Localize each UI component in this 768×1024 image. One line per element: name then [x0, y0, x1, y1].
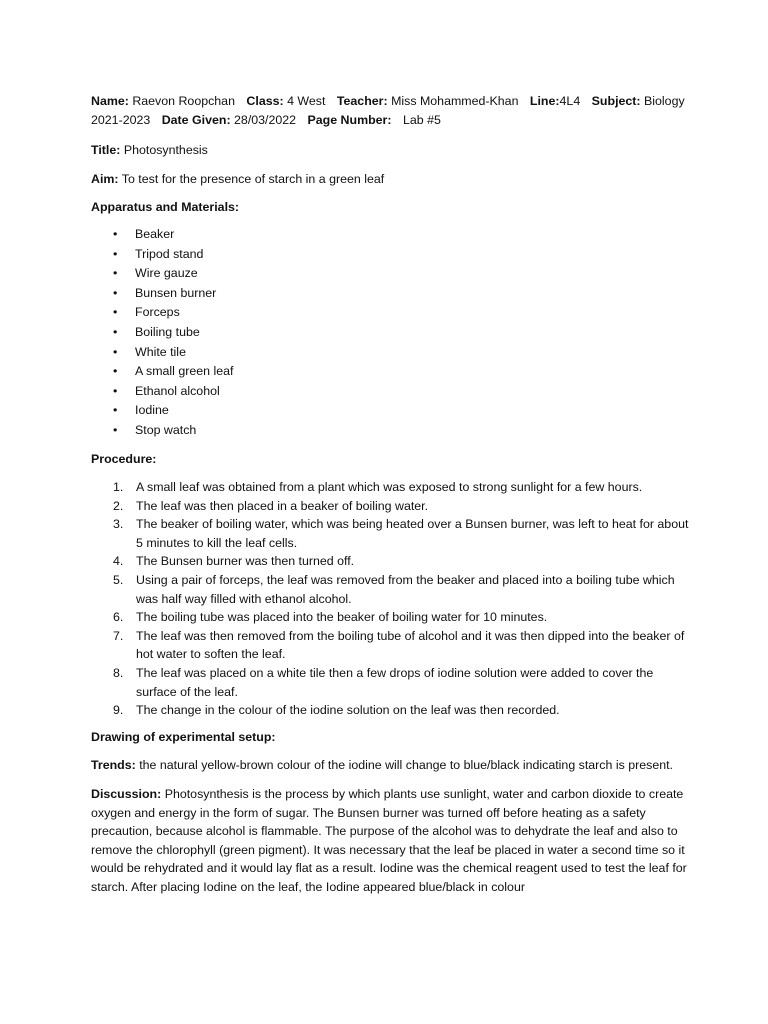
- date-value: 28/03/2022: [234, 112, 297, 127]
- trends-text: the natural yellow-brown colour of the iodine will change to blue/black indicating starch is present.: [139, 758, 674, 773]
- list-item: • Forceps: [91, 303, 691, 323]
- procedure-step: 1. A small leaf was obtained from a plant which was exposed to strong sunlight for a few hours.: [113, 480, 643, 495]
- trends-paragraph: [91, 756, 691, 775]
- list-item: • Stop watch: [91, 421, 691, 441]
- bullet-icon: •: [113, 364, 118, 379]
- title-label: Title:: [91, 143, 121, 158]
- procedure-step: 9. The change in the colour of the iodine solution on the leaf was then recorded.: [113, 703, 560, 718]
- teacher-label: Teacher:: [336, 94, 388, 108]
- bullet-icon: •: [113, 226, 118, 241]
- bullet-icon: •: [113, 305, 118, 320]
- list-item: • Wire gauze: [91, 264, 691, 284]
- list-item: • White tile: [91, 343, 691, 363]
- apparatus-list: [91, 225, 691, 441]
- procedure-step: 3. The beaker of boiling water, which was being heated over a Bunsen burner, was left to heat for about 5 minutes to kill the leaf cells.: [113, 517, 689, 550]
- class-value: 4 West: [287, 94, 326, 108]
- bullet-icon: •: [113, 266, 118, 281]
- subject-value: Biology: [644, 94, 685, 108]
- name-value: Raevon Roopchan: [132, 94, 235, 108]
- procedure-step: 7. The leaf was then removed from the boiling tube of alcohol and it was then dipped into the beaker of hot water to soften the leaf.: [113, 628, 685, 662]
- discussion-label: Discussion:: [91, 787, 162, 801]
- procedure-step: 5. Using a pair of forceps, the leaf was removed from the beaker and placed into a boiling tube which was half way filled with ethanol alcohol.: [113, 573, 675, 606]
- name-label: Name:: [91, 94, 129, 108]
- bullet-icon: •: [113, 383, 118, 398]
- procedure-list: [91, 478, 691, 720]
- page-number-value: Lab #5: [402, 112, 441, 127]
- list-item: • Bunsen burner: [91, 284, 691, 304]
- drawing-heading: Drawing of experimental setup:: [91, 729, 276, 744]
- list-item: • Boiling tube: [91, 323, 691, 343]
- apparatus-heading: Apparatus and Materials:: [91, 200, 240, 215]
- bullet-icon: •: [113, 285, 118, 300]
- list-item: • Ethanol alcohol: [91, 382, 691, 402]
- list-item: • Iodine: [91, 401, 691, 421]
- procedure-step: 6. The boiling tube was placed into the beaker of boiling water for 10 minutes.: [113, 610, 548, 625]
- lab-report: [91, 92, 691, 907]
- trends-label: Trends:: [91, 758, 136, 773]
- title-line: [91, 141, 691, 160]
- line-value: 4L4: [559, 94, 581, 108]
- subject-label: Subject:: [591, 94, 641, 108]
- aim-value: To test for the presence of starch in a green leaf: [121, 171, 385, 186]
- discussion-text: Photosynthesis is the process by which plants use sunlight, water and carbon dioxide to create oxygen and energy in the form of sugar. The Bunsen burner was turned off before heating as a safety precaution, because alcohol is flammable. The purpose of the alcohol was to dehydrate the leaf and also to remove the chlorophyll (green pigment). It was necessary that the leaf be placed in water a second time so it would be rehydrated and it would lay flat as a result. Iodine was the chemical reagent used to test the leaf for starch. After placing Iodine on the leaf, the Iodine appeared blue/black in colour: [91, 787, 687, 894]
- date-label: Date Given:: [161, 112, 231, 127]
- page-number-label: Page Number:: [307, 112, 392, 127]
- title-value: Photosynthesis: [123, 143, 208, 158]
- bullet-icon: •: [113, 344, 118, 359]
- aim-line: [91, 170, 691, 189]
- list-item: • A small green leaf: [91, 362, 691, 382]
- class-label: Class:: [246, 94, 284, 108]
- discussion-paragraph: [91, 785, 691, 897]
- list-item: • Tripod stand: [91, 245, 691, 265]
- procedure-step: 2. The leaf was then placed in a beaker of boiling water.: [113, 498, 429, 513]
- aim-label: Aim:: [91, 171, 119, 186]
- procedure-step: 4. The Bunsen burner was then turned off.: [113, 554, 355, 569]
- list-item: • Beaker: [91, 225, 691, 245]
- bullet-icon: •: [113, 403, 118, 418]
- line-label: Line:: [529, 94, 560, 108]
- school-year: 2021-2023: [91, 112, 151, 127]
- bullet-icon: •: [113, 324, 118, 339]
- bullet-icon: •: [113, 246, 118, 261]
- bullet-icon: •: [113, 422, 118, 437]
- header-info: [91, 92, 691, 129]
- procedure-heading: Procedure:: [91, 451, 157, 466]
- teacher-value: Miss Mohammed-Khan: [391, 94, 519, 108]
- procedure-step: 8. The leaf was placed on a white tile then a few drops of iodine solution were added to cover the surface of the leaf.: [113, 666, 654, 699]
